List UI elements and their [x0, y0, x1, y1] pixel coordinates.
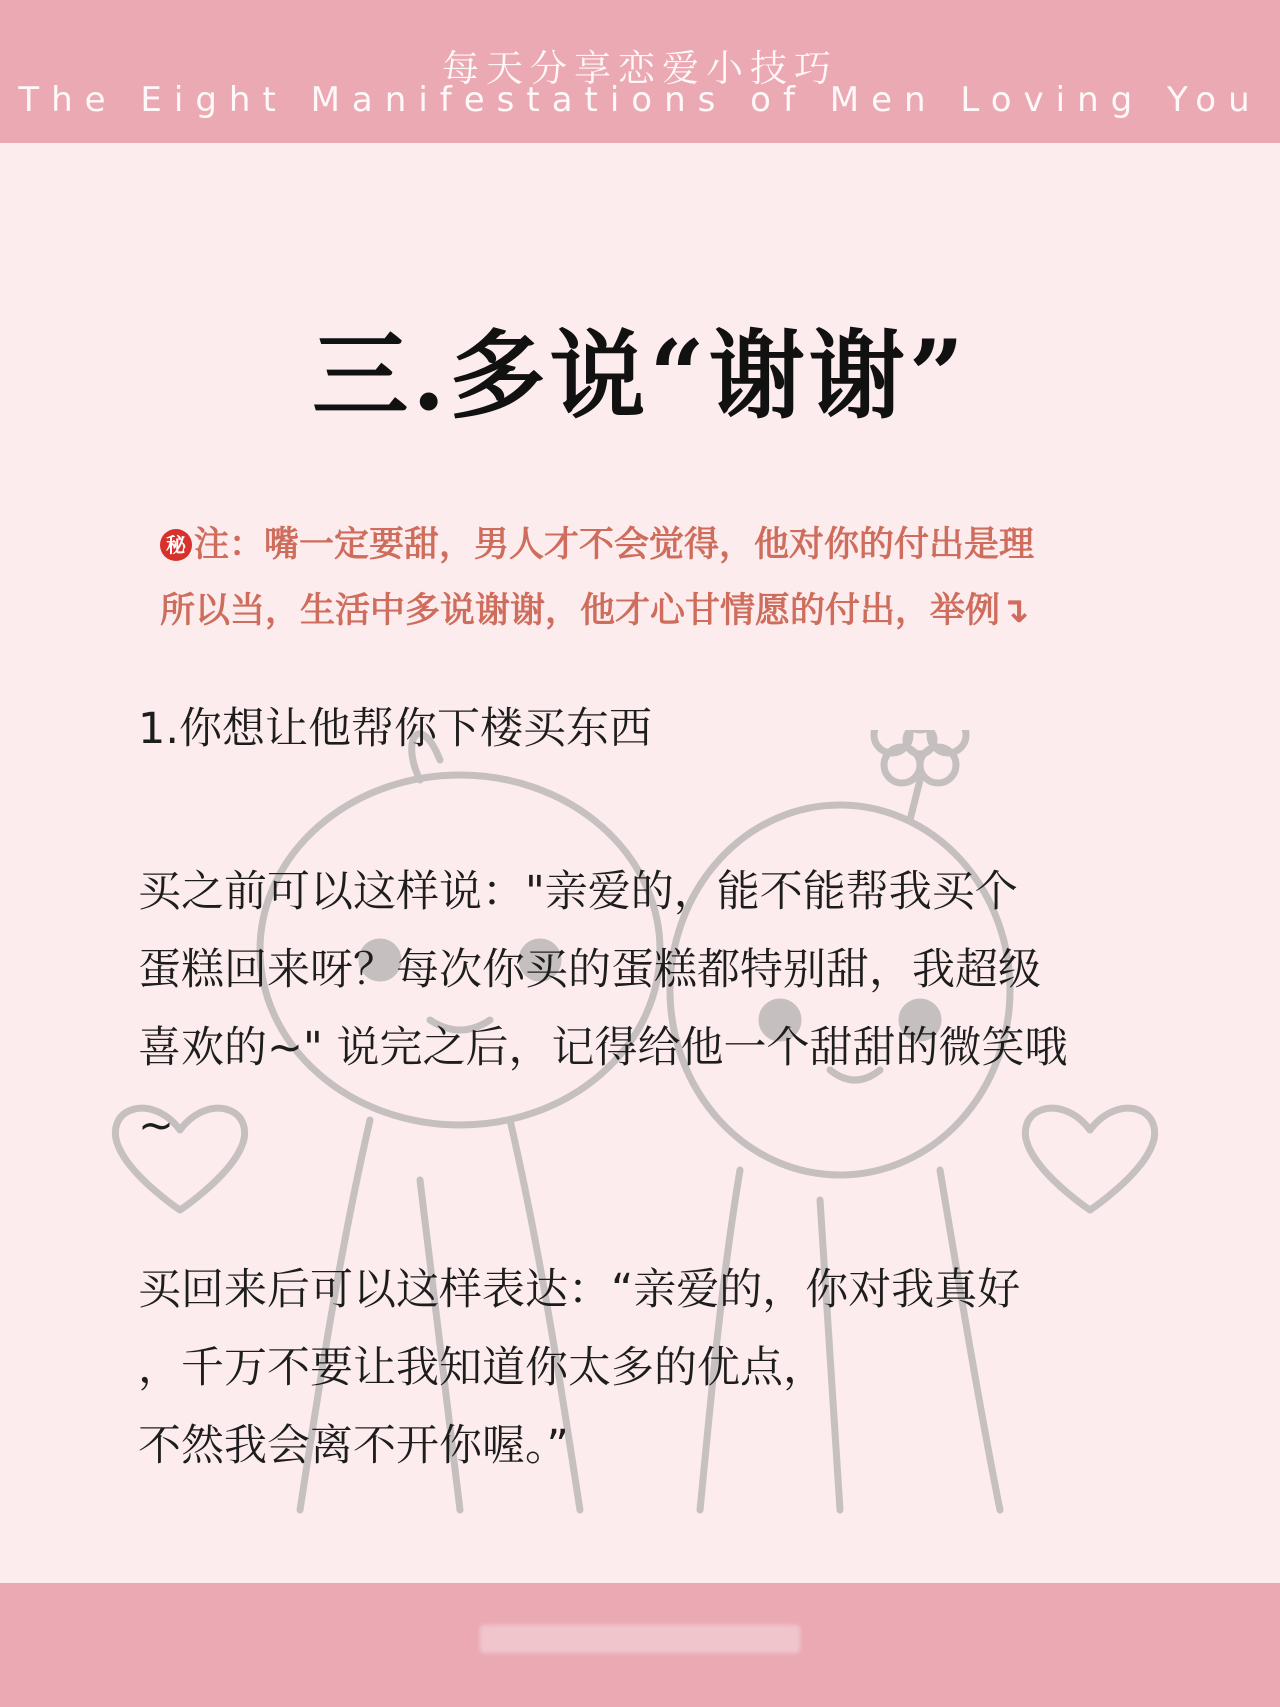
secret-badge-icon: 秘: [160, 529, 192, 561]
note-line-1: [160, 512, 1140, 578]
header-subtitle: The Eight Manifestations of Men Loving You: [18, 80, 1262, 120]
before-line: 喜欢的~" 说完之后，记得给他一个甜甜的微笑哦: [138, 1023, 1068, 1073]
note-line-2: 所以当，生活中多说谢谢，他才心甘情愿的付出，举例↴: [160, 591, 1030, 631]
after-paragraph: [138, 1251, 1198, 1485]
header-title: 每天分享恋爱小技巧: [442, 47, 838, 90]
before-line: 蛋糕回来呀？每次你买的蛋糕都特别甜，我超级: [138, 945, 1041, 995]
page-title: 三.多说“谢谢”: [312, 319, 968, 432]
scenario-heading: 1.你想让他帮你下楼买东西: [138, 704, 653, 754]
note-line-1-text: 注：嘴一定要甜，男人才不会觉得，他对你的付出是理: [194, 525, 1035, 565]
before-line: 买之前可以这样说："亲爱的，能不能帮我买个: [138, 867, 1018, 917]
after-line: 买回来后可以这样表达：“亲爱的，你对我真好: [138, 1265, 1021, 1315]
footer-watermark: [480, 1625, 800, 1653]
before-paragraph: [138, 853, 1198, 1165]
before-line: ~: [138, 1101, 175, 1151]
after-line: ，千万不要让我知道你太多的优点，: [138, 1343, 826, 1393]
note-block: [160, 512, 1140, 644]
after-line: 不然我会离不开你喔。”: [138, 1421, 569, 1471]
